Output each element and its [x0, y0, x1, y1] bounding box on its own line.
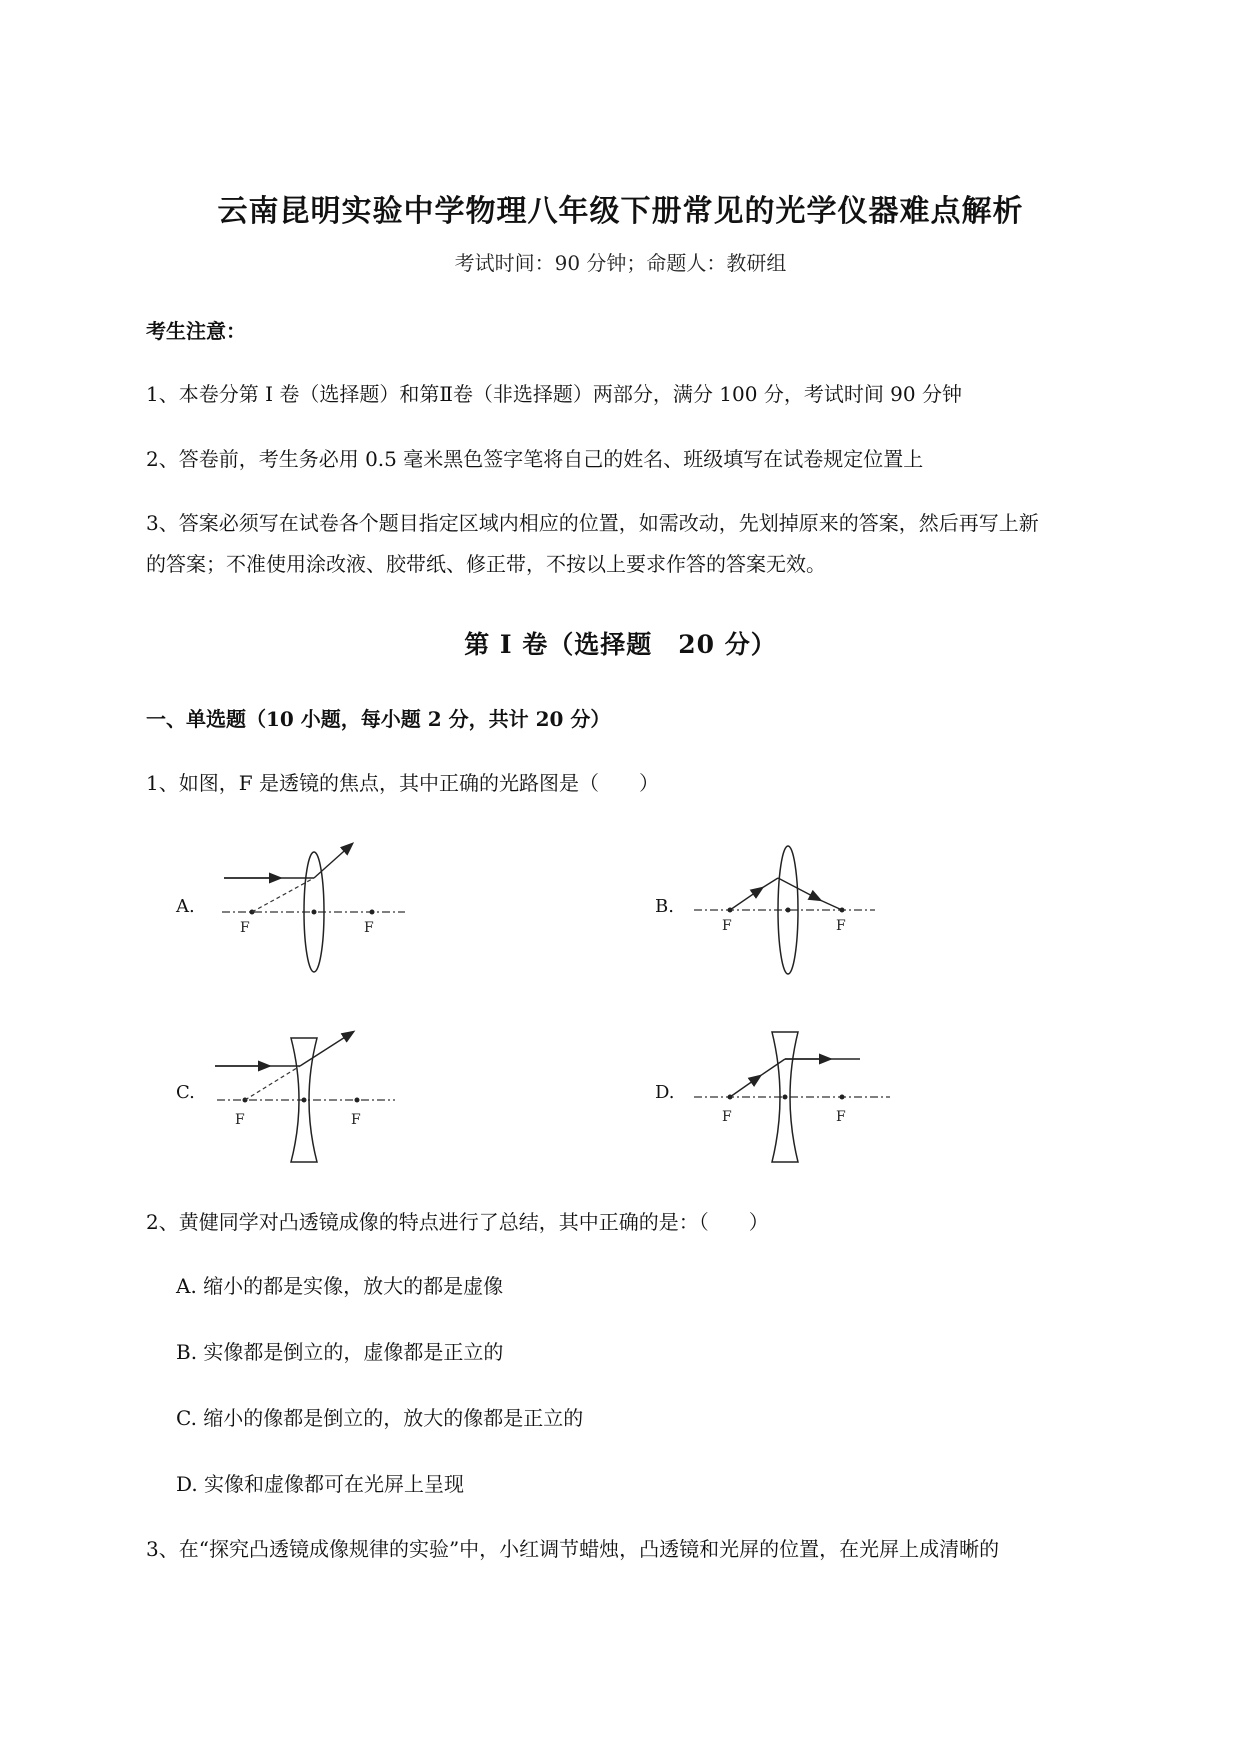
diagram-a-focus-left: F	[240, 920, 250, 936]
diagram-d-focus-left: F	[722, 1109, 732, 1125]
diagram-b-convex-lens	[690, 838, 890, 978]
diagram-b-focus-right: F	[836, 918, 846, 934]
notice-heading: 考生注意：	[146, 319, 246, 343]
q1-option-c-label: C.	[176, 1082, 195, 1103]
notice-item-3: 3、答案必须写在试卷各个题目指定区域内相应的位置，如需改动，先划掉原来的答案，然后再写上新	[146, 511, 1039, 535]
q1-option-d-label: D.	[655, 1082, 675, 1103]
notice-item-3-cont: 的答案；不准使用涂改液、胶带纸、修正带，不按以上要求作答的答案无效。	[146, 552, 826, 576]
q2-option-a: A. 缩小的都是实像，放大的都是虚像	[176, 1274, 504, 1298]
question-2-stem: 2、黄健同学对凸透镜成像的特点进行了总结，其中正确的是：（ ）	[146, 1210, 769, 1234]
diagram-d-focus-right: F	[836, 1109, 846, 1125]
q2-option-c: C. 缩小的像都是倒立的，放大的像都是正立的	[176, 1406, 584, 1430]
diagram-c-focus-left: F	[235, 1112, 245, 1128]
page-title: 云南昆明实验中学物理八年级下册常见的光学仪器难点解析	[217, 194, 1024, 229]
diagram-a-focus-right: F	[364, 920, 374, 936]
diagram-c-focus-right: F	[351, 1112, 361, 1128]
notice-item-2: 2、答卷前，考生务必用 0.5 毫米黑色签字笔将自己的姓名、班级填写在试卷规定位置上	[146, 447, 924, 471]
q2-option-b: B. 实像都是倒立的，虚像都是正立的	[176, 1340, 504, 1364]
diagram-a-convex-lens	[210, 838, 410, 978]
diagram-c-concave-lens	[205, 1022, 405, 1162]
section-title: 第 I 卷（选择题 20 分）	[464, 630, 777, 659]
diagram-b-focus-left: F	[722, 918, 732, 934]
question-1-stem: 1、如图，F 是透镜的焦点，其中正确的光路图是（ ）	[146, 771, 659, 795]
q1-option-b-label: B.	[655, 896, 674, 917]
question-3-stem: 3、在“探究凸透镜成像规律的实验”中，小红调节蜡烛，凸透镜和光屏的位置，在光屏上成清晰的	[146, 1537, 1000, 1561]
diagram-d-concave-lens	[690, 1022, 890, 1162]
q2-option-d: D. 实像和虚像都可在光屏上呈现	[176, 1472, 465, 1496]
part-heading: 一、单选题（10 小题，每小题 2 分，共计 20 分）	[146, 707, 611, 731]
notice-item-1: 1、本卷分第 I 卷（选择题）和第Ⅱ卷（非选择题）两部分，满分 100 分，考试时间 90 分钟	[146, 382, 962, 406]
exam-info: 考试时间：90 分钟；命题人：教研组	[454, 251, 787, 275]
q1-option-a-label: A.	[176, 896, 195, 917]
